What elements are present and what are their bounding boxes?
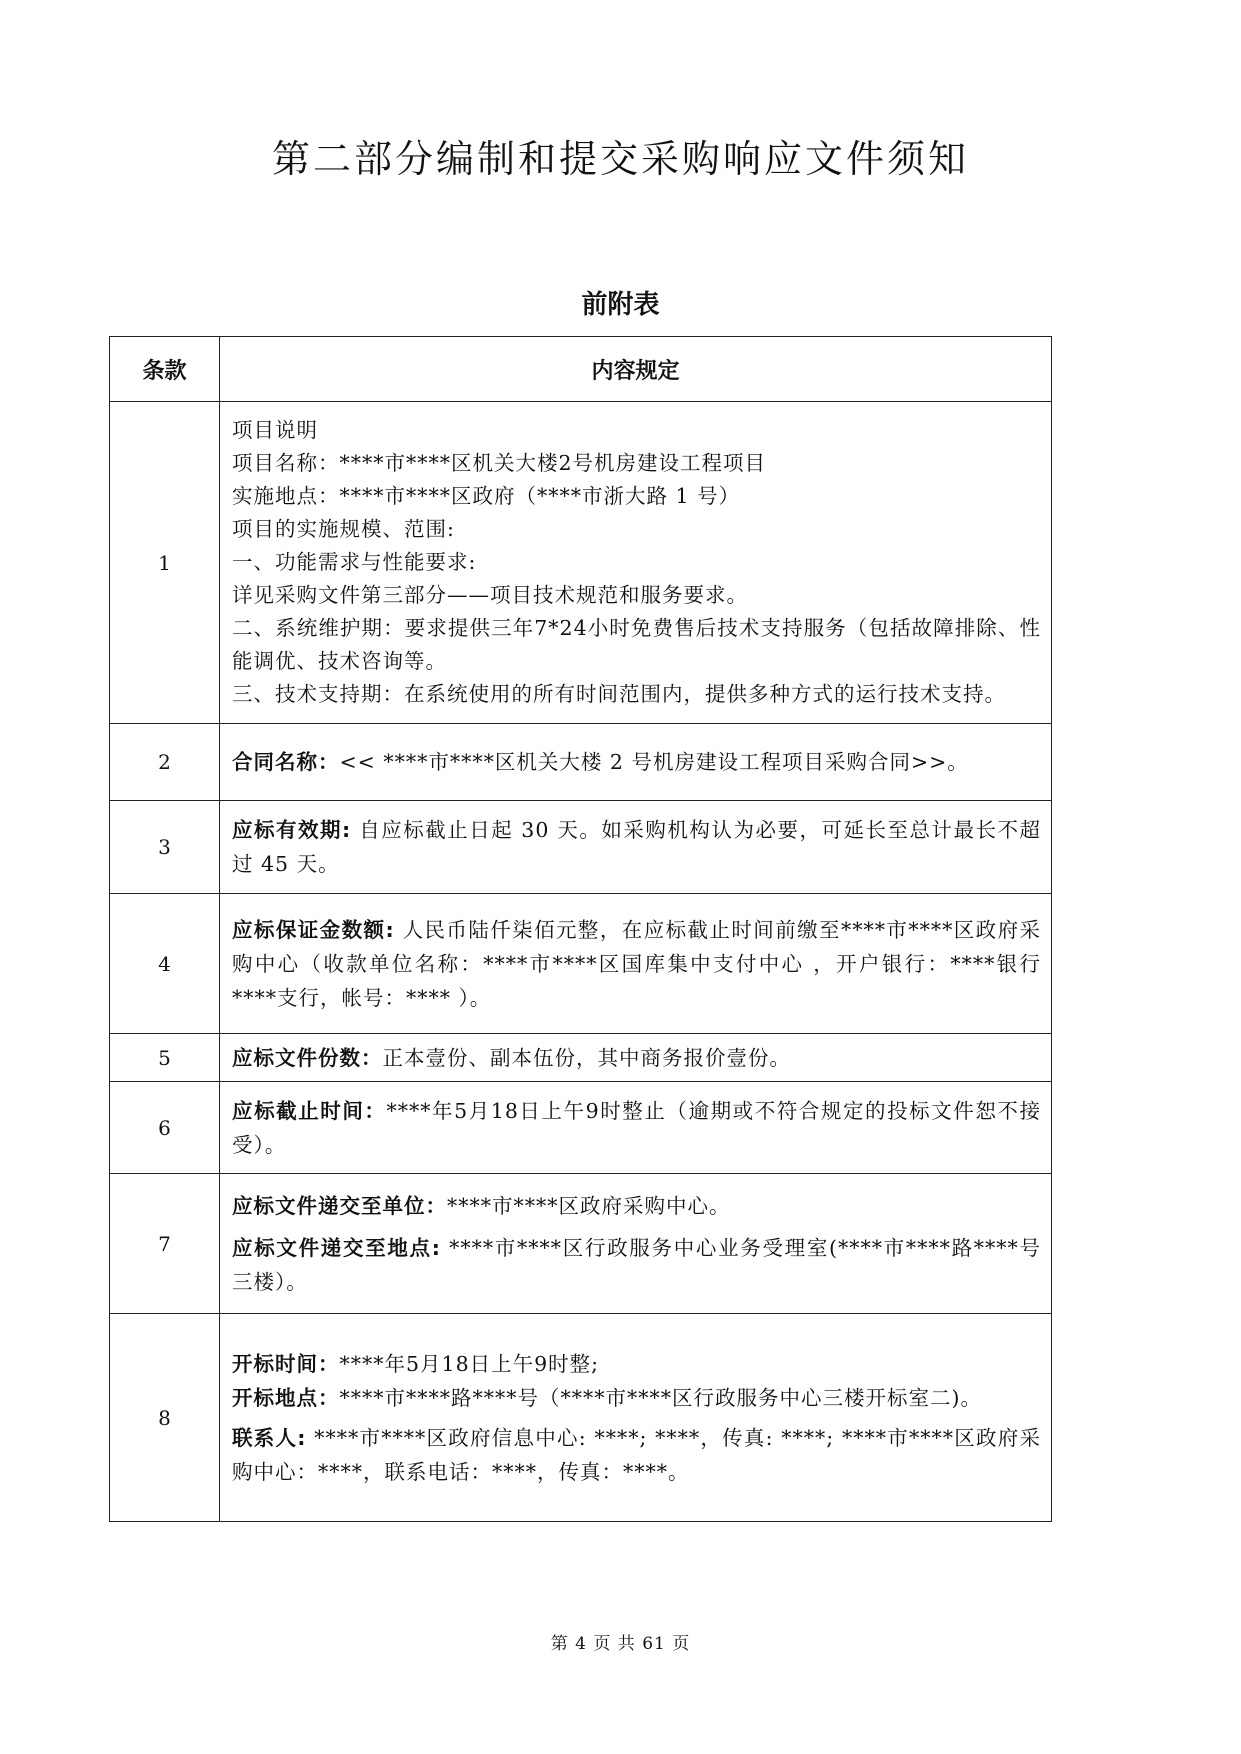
content-line [232,1381,1041,1415]
content-line [232,1347,1041,1381]
table-row [110,1034,1052,1082]
content-cell [220,801,1052,894]
content-cell [220,894,1052,1034]
table-header-row [110,337,1052,402]
page-number: 第 4 页 共 61 页 [550,1634,691,1654]
clause-number: 1 [110,402,220,724]
header-content: 内容规定 [220,337,1052,402]
table-row [110,1174,1052,1314]
field-text: ****市****区政府信息中心: ****; ****，传真: ****; ****市****区政府采购中心：****，联系电话：****，传真：****。 [232,1425,1041,1484]
content-line [232,1231,1041,1299]
content-line [232,1421,1041,1489]
content-line [232,1189,1041,1223]
content-cell [220,1174,1052,1314]
content-line: 一、功能需求与性能要求: [232,550,477,574]
content-cell [220,1082,1052,1174]
content-cell [220,1314,1052,1522]
table-row [110,724,1052,801]
field-label: 开标地点： [232,1385,340,1410]
table-row [110,801,1052,894]
table-row [110,402,1052,724]
clause-number: 3 [110,801,220,894]
content-line: 三、技术支持期：在系统使用的所有时间范围内，提供多种方式的运行技术支持。 [232,682,1006,706]
field-text: << ****市****区机关大楼 2 号机房建设工程项目采购合同>>。 [339,750,969,774]
front-table [109,336,1052,1522]
table-row [110,1314,1052,1522]
field-label: 应标文件递交至单位： [232,1193,447,1218]
content-line: 项目名称：****市****区机关大楼2号机房建设工程项目 [232,451,767,475]
field-text: ****市****路****号（****市****区行政服务中心三楼开标室二)。 [339,1385,982,1410]
content-line: 详见采购文件第三部分——项目技术规范和服务要求。 [232,583,748,607]
field-text: ****市****区行政服务中心业务受理室(****市****路****号三楼）。 [232,1235,1041,1294]
table-row [110,1082,1052,1174]
content-line: 项目说明 [232,418,318,442]
clause-number: 5 [110,1034,220,1082]
content-line: 项目的实施规模、范围: [232,517,455,541]
field-label: 应标文件递交至地点: [232,1235,441,1260]
clause-number: 8 [110,1314,220,1522]
content-cell [220,402,1052,724]
clause-number: 6 [110,1082,220,1174]
content-line: 实施地点：****市****区政府（****市浙大路 1 号） [232,484,741,508]
field-label: 应标截止时间： [232,1098,387,1123]
table-row [110,894,1052,1034]
field-text: ****年5月18日上午9时整止（逾期或不符合规定的投标文件恕不接受）。 [232,1098,1042,1157]
field-text: ****年5月18日上午9时整; [339,1351,600,1376]
field-label: 联系人: [232,1425,307,1450]
clause-number: 7 [110,1174,220,1314]
field-label: 开标时间： [232,1351,340,1376]
field-text: 自应标截止日起 30 天。如采购机构认为必要，可延长至总计最长不超过 45 天。 [232,818,1042,876]
field-label: 应标文件份数： [232,1045,383,1070]
clause-number: 4 [110,894,220,1034]
content-line: 二、系统维护期：要求提供三年7*24小时免费售后技术支持服务（包括故障排除、性能调优、技术咨询等。 [232,616,1041,673]
field-label: 合同名称： [232,750,340,774]
field-label: 应标有效期: [232,818,352,842]
table-title: 前附表 [581,290,660,320]
clause-number: 2 [110,724,220,801]
page-title: 第二部分编制和提交采购响应文件须知 [271,137,969,181]
field-label: 应标保证金数额: [232,917,395,942]
field-text: 正本壹份、副本伍份，其中商务报价壹份。 [382,1045,791,1070]
field-text: ****市****区政府采购中心。 [447,1193,731,1218]
content-cell [220,1034,1052,1082]
field-text: 人民币陆仟柒佰元整，在应标截止时间前缴至****市****区政府采购中心（收款单位名称：****市****区国库集中支付中心 ，开户银行：****银行****支行，帐号：**** ）。 [232,917,1041,1010]
content-cell [220,724,1052,801]
header-clause: 条款 [110,337,220,402]
